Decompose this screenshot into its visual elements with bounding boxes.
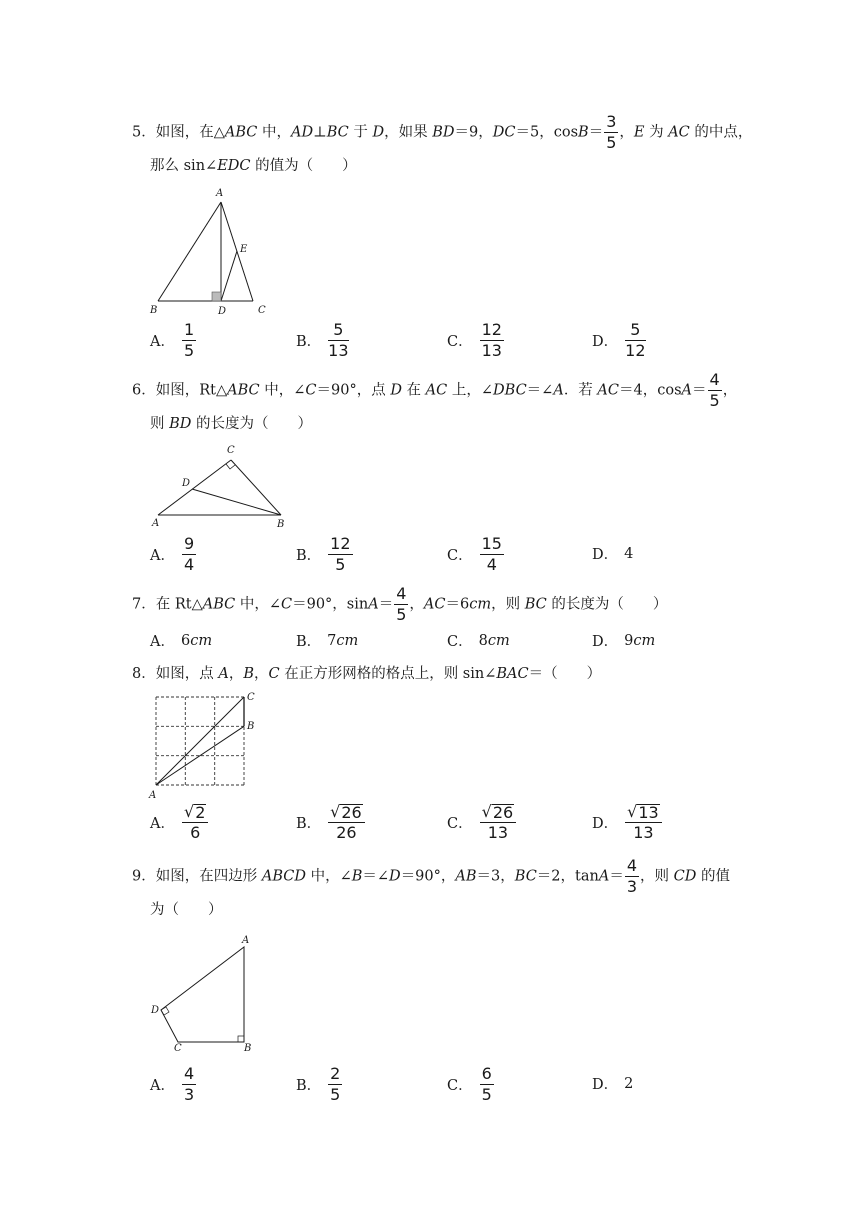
q6-label-D: D <box>182 478 191 489</box>
q5-option-b[interactable]: B． $\frac{5}{13}$ <box>296 320 349 360</box>
q6-label-C: C <box>227 445 235 456</box>
q9-label-D: D <box>151 1005 160 1016</box>
q6-option-d[interactable]: D． 4 <box>592 545 634 563</box>
q5-label-B: B <box>150 305 158 316</box>
q7-stem-line1: 7．在 Rt△ABC 中，∠C＝90°，sinA＝ $\frac{4}{5}$ ，AC＝6cm，则 BC 的长度为（ ） <box>132 584 668 624</box>
q7-option-c[interactable]: C． 8 cm <box>447 632 510 650</box>
q9-option-b[interactable]: B． $\frac{2}{5}$ <box>296 1064 341 1104</box>
q5-stem-line2: 那么 sin∠EDC 的值为（ ） <box>150 158 357 174</box>
q5-side-AB <box>158 202 221 301</box>
q6-side-BC <box>231 460 281 515</box>
q6-cosA-fraction: $\frac{4}{5}$ <box>709 370 720 410</box>
q5-label-A: A <box>216 188 224 199</box>
q6-segment-BD <box>192 489 281 515</box>
q9-tanA-fraction: $\frac{4}{3}$ <box>626 856 638 896</box>
q9-option-c[interactable]: C． $\frac{6}{5}$ <box>447 1064 492 1104</box>
q5-right-angle-mark <box>212 292 221 301</box>
q5-cosB-fraction: $\frac{3}{5}$ <box>606 112 617 152</box>
q9-figure <box>140 930 270 1058</box>
q9-label-A: A <box>242 935 250 946</box>
q9-option-d[interactable]: D． 2 <box>592 1075 634 1093</box>
q8-option-a[interactable]: A． √ 2 6 <box>150 804 209 841</box>
q9-right-angle-B <box>238 1036 244 1042</box>
q5-segment-DE <box>221 251 237 301</box>
q6-stem-line2: 则 BD 的长度为（ ） <box>150 416 312 432</box>
q6-label-B: B <box>277 519 285 530</box>
q8-label-C: C <box>247 692 255 703</box>
q6-option-b[interactable]: B． $\frac{12}{5}$ <box>296 534 351 574</box>
q9-right-angle-D <box>161 1007 169 1015</box>
q7-sinA-fraction: $\frac{4}{5}$ <box>396 584 407 624</box>
q5-stem-line1: 5．如图，在△ABC 中，AD⊥BC 于 D，如果 BD＝9，DC＝5，cosB＝ $\frac{3}{5}$ ，E 为 AC 的中点， <box>132 112 753 152</box>
q8-option-b[interactable]: B． √ 26 26 <box>296 804 366 841</box>
q8-grid-figure <box>145 688 270 802</box>
q8-option-d[interactable]: D． √ 13 13 <box>592 804 663 841</box>
q7-option-d[interactable]: D． 9 cm <box>592 632 656 650</box>
q5-figure <box>140 182 280 318</box>
q6-figure <box>140 440 300 532</box>
q6-option-c[interactable]: C． $\frac{15}{4}$ <box>447 534 502 574</box>
q8-stem-line1: 8．如图，点 A，B，C 在正方形网格的格点上，则 sin∠BAC＝（ ） <box>132 666 602 682</box>
q5-label-D: D <box>218 306 227 317</box>
q9-option-a[interactable]: A． $\frac{4}{3}$ <box>150 1064 195 1104</box>
q6-side-AC <box>158 460 231 515</box>
q6-label-A: A <box>152 518 160 529</box>
q5-option-c[interactable]: C． $\frac{12}{13}$ <box>447 320 502 360</box>
q5-option-a[interactable]: A． $\frac{1}{5}$ <box>150 320 195 360</box>
q6-stem-line1: 6．如图，Rt△ABC 中，∠C＝90°，点 D 在 AC 上，∠DBC＝∠A．若 AC＝4，cosA＝ $\frac{4}{5}$ ， <box>132 370 738 410</box>
q9-stem-line2: 为（ ） <box>150 902 223 918</box>
q7-option-a[interactable]: A． 6 cm <box>150 632 213 650</box>
q5-label-E: E <box>240 244 248 255</box>
q9-quadrilateral-ABCD <box>161 947 244 1042</box>
q8-segment-AB <box>156 726 244 785</box>
q5-option-d[interactable]: D． $\frac{5}{12}$ <box>592 320 646 360</box>
q9-label-B: B <box>244 1043 252 1054</box>
q7-option-b[interactable]: B． 7 cm <box>296 632 359 650</box>
q6-option-a[interactable]: A． $\frac{9}{4}$ <box>150 534 195 574</box>
q9-stem-line1: 9．如图，在四边形 ABCD 中，∠B＝∠D＝90°，AB＝3，BC＝2，tanA＝ $\frac{4}{3}$ ，则 CD 的值 <box>132 856 730 896</box>
q8-segment-AC <box>156 697 244 785</box>
q5-label-C: C <box>258 305 266 316</box>
q8-label-A: A <box>149 790 157 801</box>
q9-label-C: C <box>174 1043 182 1054</box>
q6-right-angle-mark <box>226 464 235 469</box>
q8-option-c[interactable]: C． √ 26 13 <box>447 804 517 841</box>
q8-label-B: B <box>247 721 255 732</box>
